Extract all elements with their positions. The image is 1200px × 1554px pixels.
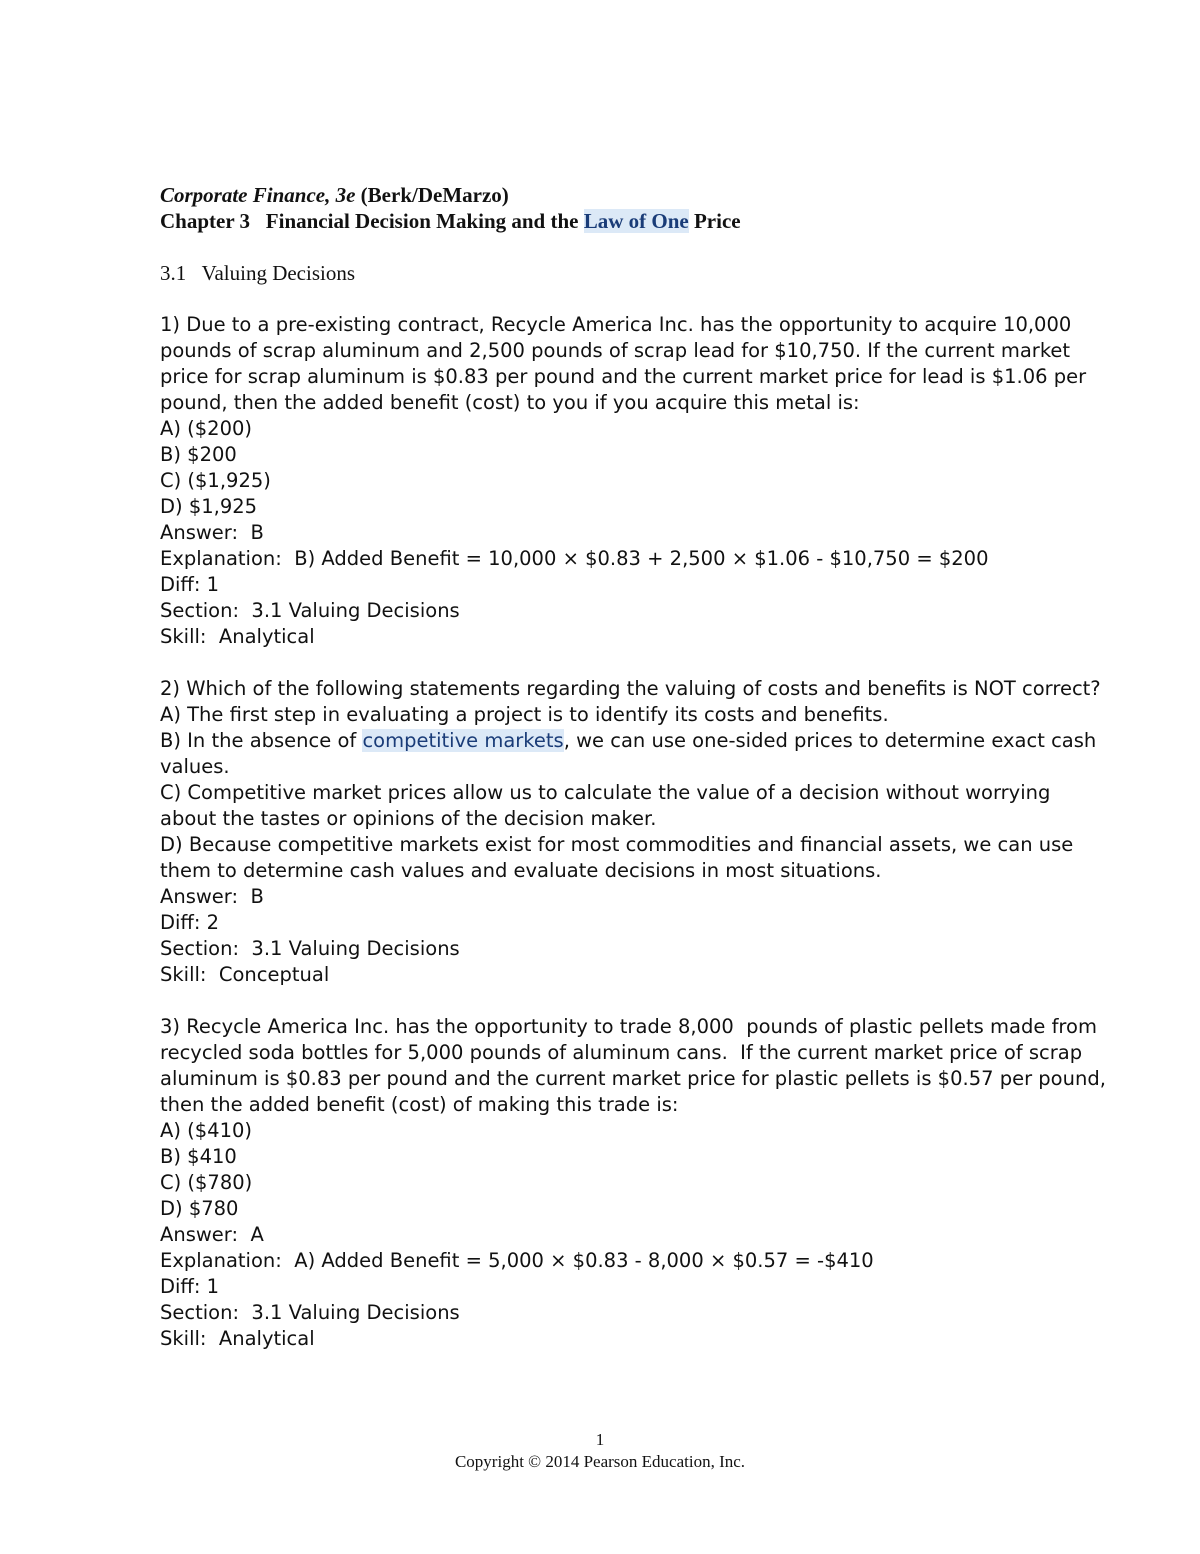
q3-line-4: then the added benefit (cost) of making this trade is: xyxy=(160,1093,679,1116)
document-page xyxy=(160,182,1106,1352)
q2-option-b xyxy=(160,728,1097,754)
q1-section: Section: 3.1 Valuing Decisions xyxy=(160,599,460,622)
q1-answer: Answer: B xyxy=(160,521,264,544)
q3-line-3: aluminum is $0.83 per pound and the current market price for plastic pellets is $0.57 per pound, xyxy=(160,1067,1106,1090)
q2-option-b-suffix: , we can use one-sided prices to determine exact cash xyxy=(563,729,1097,752)
page-number: 1 xyxy=(595,1430,605,1449)
q3-section: Section: 3.1 Valuing Decisions xyxy=(160,1301,460,1324)
q2-section: Section: 3.1 Valuing Decisions xyxy=(160,937,460,960)
q1-line-3: price for scrap aluminum is $0.83 per pound and the current market price for lead is $1.06 per xyxy=(160,365,1087,388)
q3-option-d: D) $780 xyxy=(160,1197,239,1220)
q2-option-a: A) The first step in evaluating a project is to identify its costs and benefits. xyxy=(160,703,889,726)
q2-skill: Skill: Conceptual xyxy=(160,963,330,986)
q2-option-d-line-1: D) Because competitive markets exist for most commodities and financial assets, we can use xyxy=(160,833,1074,856)
q1-skill: Skill: Analytical xyxy=(160,625,315,648)
q2-option-b-line-2: values. xyxy=(160,755,230,778)
q2-answer: Answer: B xyxy=(160,885,264,908)
chapter-title-suffix: Price xyxy=(688,209,741,233)
q1-line-2: pounds of scrap aluminum and 2,500 pounds of scrap lead for $10,750. If the current market xyxy=(160,339,1071,362)
q3-option-a: A) ($410) xyxy=(160,1119,252,1142)
q2-diff: Diff: 2 xyxy=(160,911,220,934)
book-authors: (Berk/DeMarzo) xyxy=(355,183,509,207)
q1-option-a: A) ($200) xyxy=(160,417,252,440)
q2-question: 2) Which of the following statements regarding the valuing of costs and benefits is NOT correct? xyxy=(160,677,1101,700)
q2-option-b-highlight[interactable]: competitive markets xyxy=(362,729,564,752)
q1-option-b: B) $200 xyxy=(160,443,237,466)
section-heading: 3.1 Valuing Decisions xyxy=(160,261,356,285)
chapter-title xyxy=(160,208,1060,234)
q1-option-d: D) $1,925 xyxy=(160,495,258,518)
book-title-line xyxy=(160,182,1060,208)
q3-option-b: B) $410 xyxy=(160,1145,237,1168)
q3-line-2: recycled soda bottles for 5,000 pounds of aluminum cans. If the current market price of scrap xyxy=(160,1041,1083,1064)
q1-diff: Diff: 1 xyxy=(160,573,220,596)
copyright-notice: Copyright © 2014 Pearson Education, Inc. xyxy=(454,1452,746,1471)
q3-answer: Answer: A xyxy=(160,1223,264,1246)
q2-option-c-line-1: C) Competitive market prices allow us to calculate the value of a decision without worrying xyxy=(160,781,1051,804)
chapter-title-prefix: Chapter 3 Financial Decision Making and the xyxy=(160,209,584,233)
q2-option-b-prefix: B) In the absence of xyxy=(160,729,363,752)
q3-explanation: Explanation: A) Added Benefit = 5,000 × $0.83 - 8,000 × $0.57 = -$410 xyxy=(160,1249,874,1272)
q1-option-c: C) ($1,925) xyxy=(160,469,271,492)
q2-option-d-line-2: them to determine cash values and evaluate decisions in most situations. xyxy=(160,859,882,882)
q3-diff: Diff: 1 xyxy=(160,1275,220,1298)
q1-explanation: Explanation: B) Added Benefit = 10,000 × $0.83 + 2,500 × $1.06 - $10,750 = $200 xyxy=(160,547,989,570)
q3-line-1: 3) Recycle America Inc. has the opportunity to trade 8,000 pounds of plastic pellets made from xyxy=(160,1015,1097,1038)
q1-line-1: 1) Due to a pre-existing contract, Recycle America Inc. has the opportunity to acquire 10,000 xyxy=(160,313,1072,336)
q3-skill: Skill: Analytical xyxy=(160,1327,315,1350)
q3-option-c: C) ($780) xyxy=(160,1171,253,1194)
chapter-title-highlight[interactable]: Law of One xyxy=(583,209,689,233)
book-title: Corporate Finance, 3e xyxy=(160,183,356,207)
q2-option-c-line-2: about the tastes or opinions of the decision maker. xyxy=(160,807,657,830)
q1-line-4: pound, then the added benefit (cost) to you if you acquire this metal is: xyxy=(160,391,860,414)
